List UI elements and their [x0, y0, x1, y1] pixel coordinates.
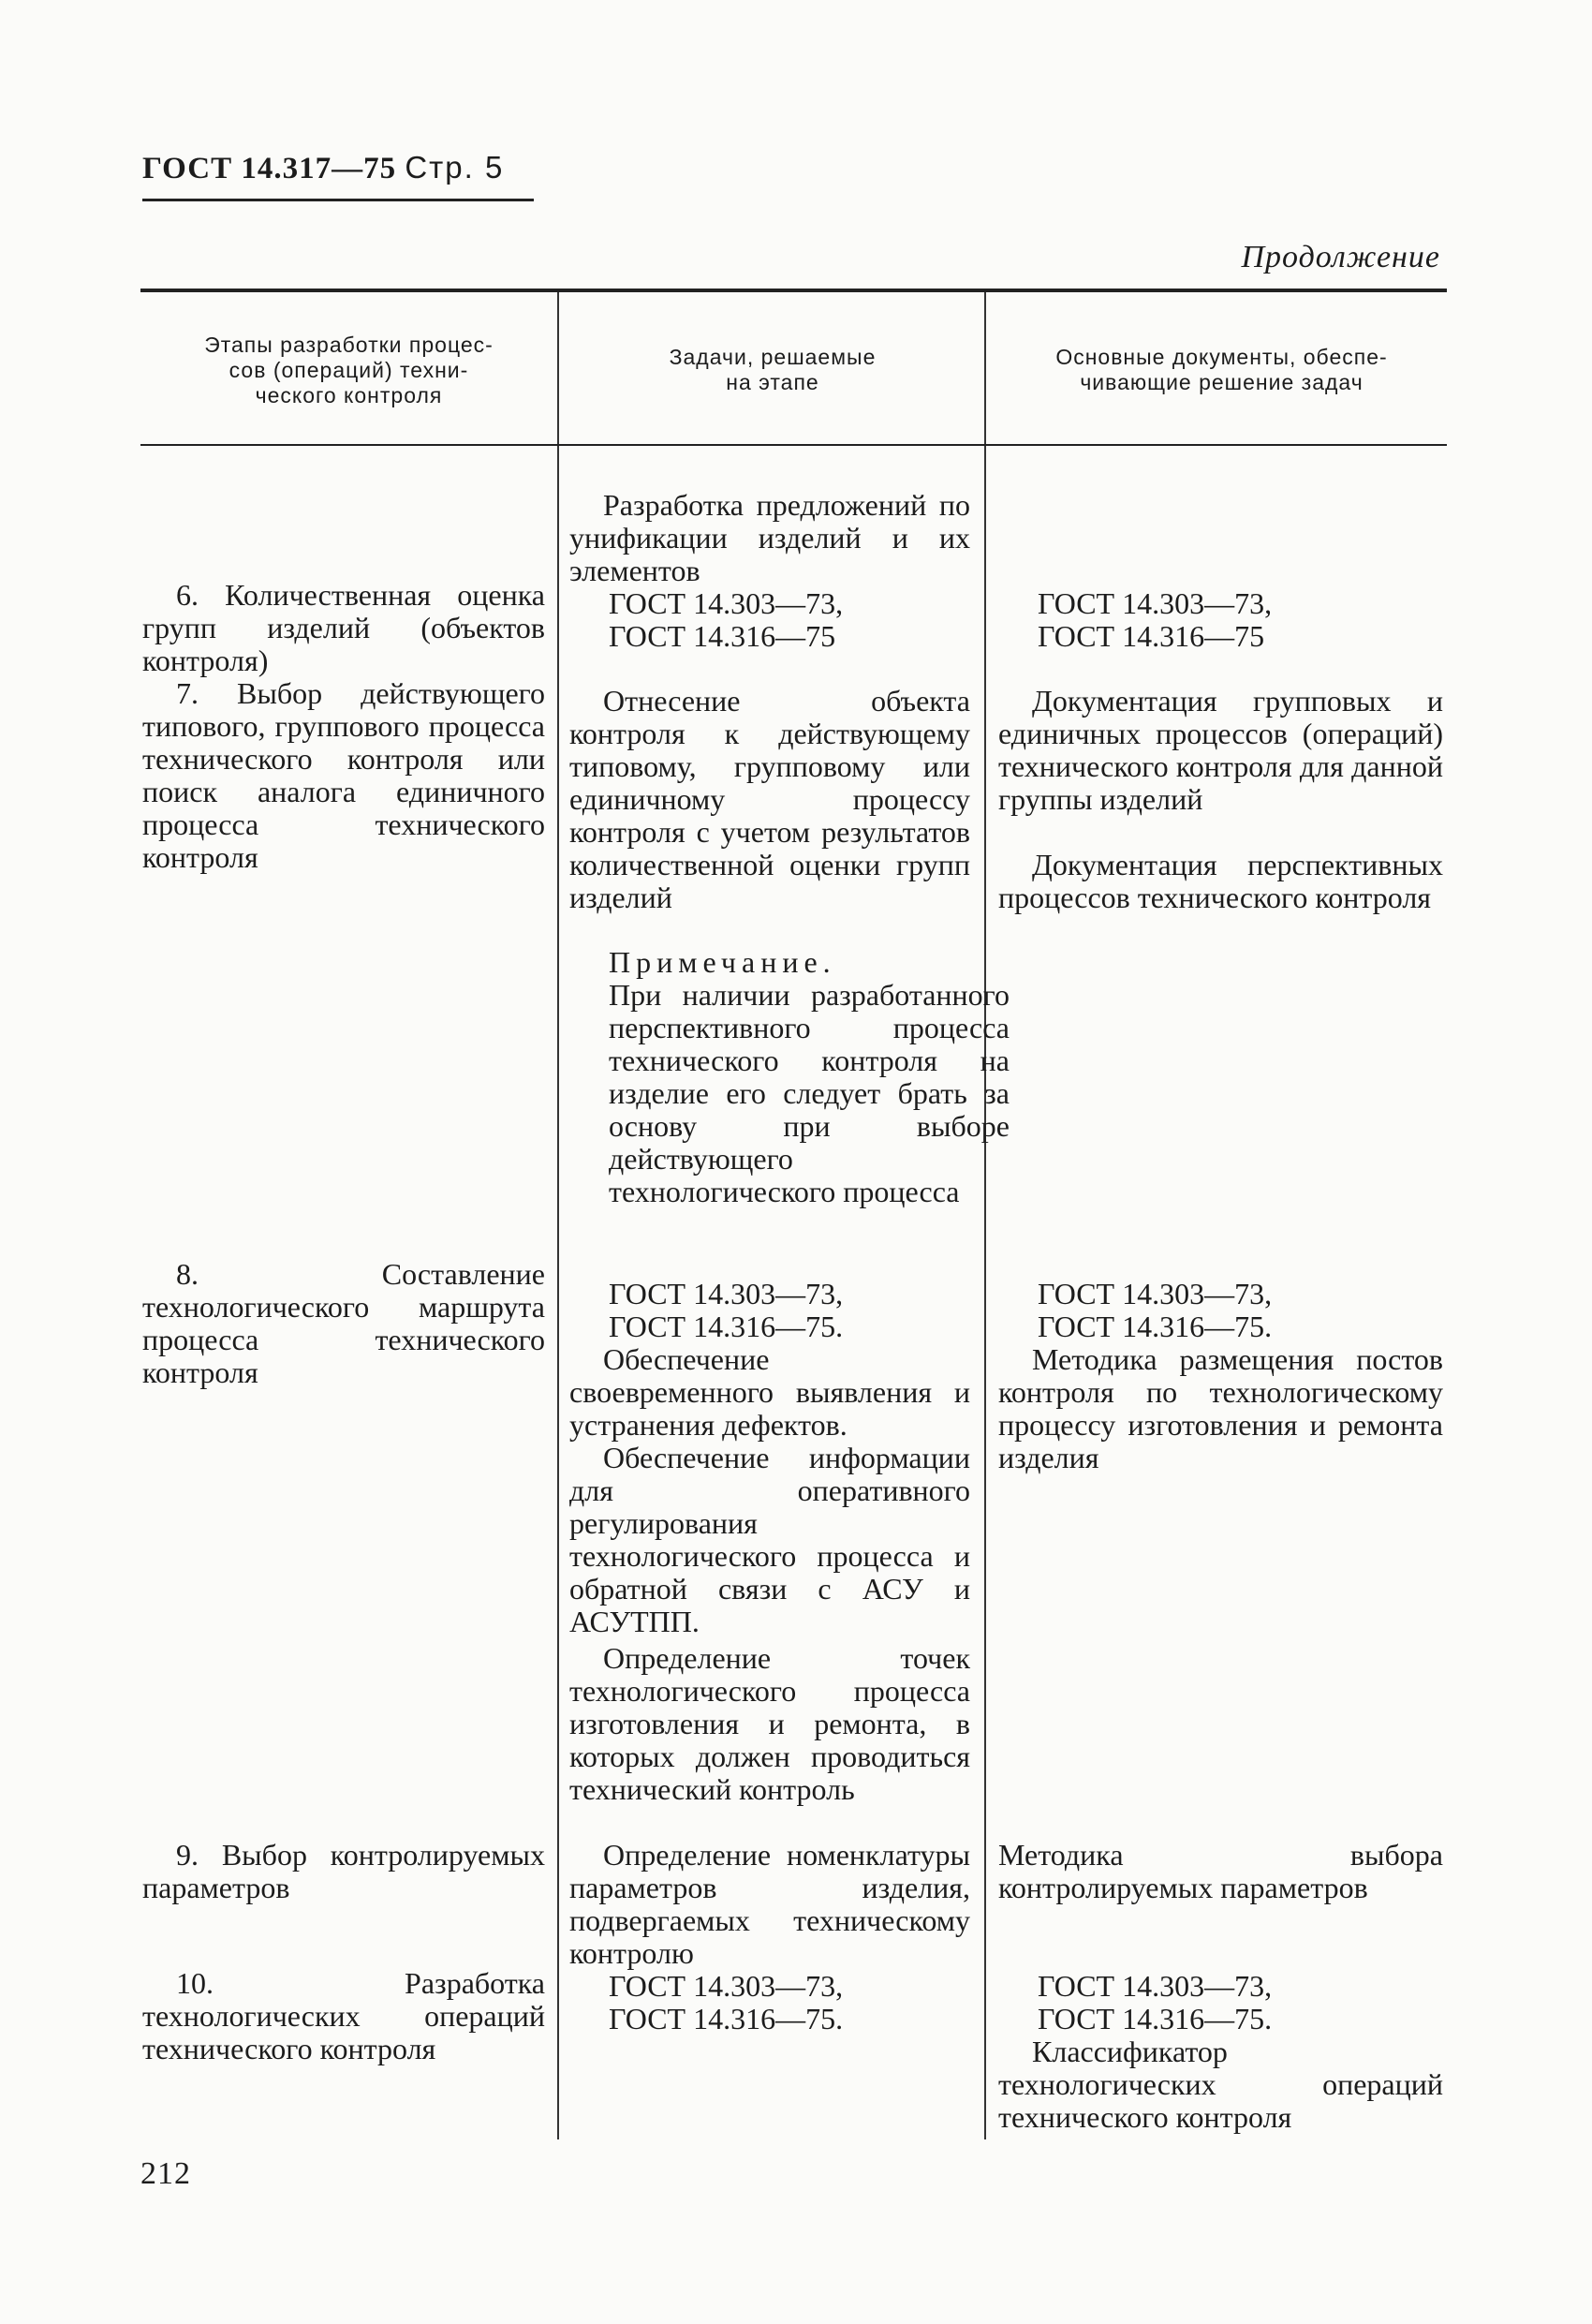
doc-gost-b-2: ГОСТ 14.316—75.	[1038, 1310, 1273, 1343]
task-gost-b-1: ГОСТ 14.303—73,	[609, 1277, 844, 1310]
doc-gost-c-2: ГОСТ 14.316—75.	[1038, 2002, 1273, 2035]
stage-7: 7. Выбор действующего типового, группового процесса технического контроля или поиск аналога единичного процесса технического контроля	[142, 676, 545, 874]
doc-gost-b-1: ГОСТ 14.303—73,	[1038, 1277, 1273, 1310]
task-assignment: Отнесение объекта контроля к действующему типовому, групповому или единичному процессу контроля с учетом результатов количественной оценки групп изделий	[569, 684, 970, 914]
header-underline	[142, 199, 534, 201]
doc-perspective-processes: Документация перспективных процессов технического контроля	[998, 848, 1443, 914]
task-gost-b-2: ГОСТ 14.316—75.	[609, 1310, 844, 1343]
column-header-documents: Основные документы, обеспе- чивающие решение задач	[1055, 345, 1388, 394]
column-header-stages: Этапы разработки процес- сов (операций) техни- ческого контроля	[204, 333, 494, 407]
stage-9: 9. Выбор контролируемых параметров	[142, 1838, 545, 1904]
task-gost-c-1: ГОСТ 14.303—73,	[609, 1969, 844, 2003]
page-number: 212	[140, 2156, 191, 2191]
column-divider-1-body	[557, 446, 559, 2139]
task-information: Обеспечение информации для оперативного регулирования технологического процесса и обратной связи с АСУ и АСУТПП.	[569, 1441, 970, 1638]
stage-10: 10. Разработка технологических операций технического контроля	[142, 1966, 545, 2065]
doc-classifier: Классификатор технологических операций технического контроля	[998, 2035, 1443, 2134]
task-timely-detection: Обеспечение своевременного выявления и устранения дефектов.	[569, 1342, 970, 1442]
task-gost-a-2: ГОСТ 14.316—75	[609, 619, 836, 653]
task-note-text: При наличии разработанного перспективного процесса технического контроля на изделие его следует брать за основу при выборе действующего технологического процесса	[609, 978, 1010, 1208]
task-gost-a-1: ГОСТ 14.303—73,	[609, 586, 844, 620]
doc-gost-a-1: ГОСТ 14.303—73,	[1038, 586, 1273, 620]
column-divider-2	[984, 292, 986, 444]
table-header-rule	[140, 444, 1447, 446]
task-unification: Разработка предложений по унификации изделий и их элементов	[569, 488, 970, 587]
task-nomenclature: Определение номенклатуры параметров изделия, подвергаемых техническому контролю	[569, 1838, 970, 1970]
column-divider-1	[557, 292, 559, 444]
doc-group-processes: Документация групповых и единичных процессов (операций) технического контроля для данной группы изделий	[998, 684, 1443, 816]
page-label: Стр. 5	[405, 150, 505, 185]
task-note-title: Примечание.	[609, 945, 836, 979]
task-gost-c-2: ГОСТ 14.316—75.	[609, 2002, 844, 2035]
doc-gost-c-1: ГОСТ 14.303—73,	[1038, 1969, 1273, 2003]
continuation-label: Продолжение	[1241, 240, 1440, 274]
running-header	[142, 150, 504, 186]
doc-placement-method: Методика размещения постов контроля по технологическому процессу изготовления и ремонта изделия	[998, 1342, 1443, 1474]
document-id: ГОСТ 14.317—75	[142, 152, 397, 185]
stage-8: 8. Составление технологического маршрута процесса технического контроля	[142, 1257, 545, 1389]
task-control-points: Определение точек технологического процесса изготовления и ремонта, в которых должен проводиться технический контроль	[569, 1641, 970, 1806]
stage-6: 6. Количественная оценка групп изделий (объектов контроля)	[142, 578, 545, 677]
doc-selection-method: Методика выбора контролируемых параметров	[998, 1838, 1443, 1904]
column-header-tasks: Задачи, решаемые на этапе	[669, 345, 877, 394]
doc-gost-a-2: ГОСТ 14.316—75	[1038, 619, 1265, 653]
table-top-rule	[140, 289, 1447, 292]
